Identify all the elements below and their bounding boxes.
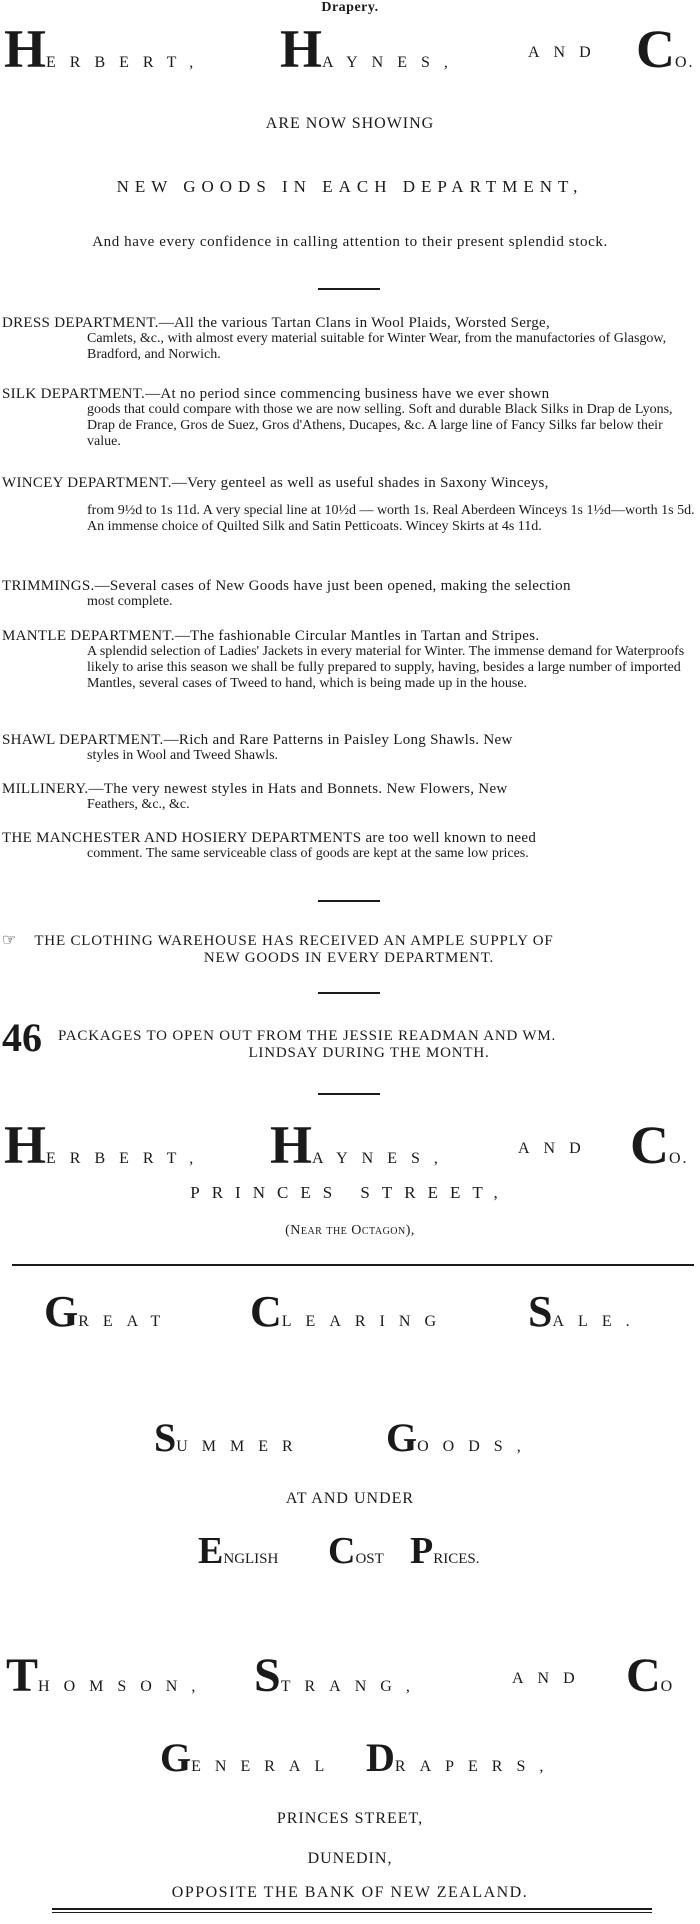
sale-initial-g: G xyxy=(44,1287,79,1336)
cost-word-english: NGLISH xyxy=(223,1551,279,1567)
dept-mantle xyxy=(2,628,696,692)
divider xyxy=(318,1093,380,1095)
dept-body: Camlets, &c., with almost every material suitable for Winter Wear, from the manufactories of Glasgow, Bradford, and Norwich. xyxy=(87,331,667,362)
firm-word-and: AND xyxy=(518,1140,595,1157)
summer-initial-g: G xyxy=(386,1415,418,1460)
firm-word-strang: TRANG, xyxy=(280,1678,424,1695)
packages-line-2: LINDSAY DURING THE MONTH. xyxy=(248,1045,490,1061)
section-heading: Drapery. xyxy=(321,0,379,15)
new-goods-heading: NEW GOODS IN EACH DEPARTMENT, xyxy=(116,177,584,196)
dept-body: most complete. xyxy=(87,594,173,609)
dept-lead: DRESS DEPARTMENT.—All the various Tartan Clans in Wool Plaids, Worsted Serge, xyxy=(2,315,551,331)
cost-initial-e: E xyxy=(198,1530,224,1572)
firm-initial-h2: H xyxy=(280,19,323,79)
summer-initial-s: S xyxy=(154,1415,177,1460)
cost-word-prices: RICES. xyxy=(433,1551,480,1567)
firm-word-co: O xyxy=(660,1678,675,1695)
ad2-opposite: OPPOSITE THE BANK OF NEW ZEALAND. xyxy=(171,1884,529,1901)
cost-initial-p: P xyxy=(410,1530,434,1572)
dept-trimmings xyxy=(2,578,696,610)
sale-word-clearing: LEARING xyxy=(281,1313,450,1330)
firm-initial-s: S xyxy=(254,1649,281,1702)
firm-word-thomson: HOMSON, xyxy=(38,1678,210,1695)
firm-initial-h2: H xyxy=(270,1115,313,1175)
firm-initial-c: C xyxy=(636,19,675,79)
dept-body: from 9½d to 1s 11d. A very special line at 10½d — worth 1s. Real Aberdeen Winceys 1s 1½d—worth 1s 5d. An immense choice of Quilted Silk and Satin Petticoats. Wincey Skirts at 4s 11d. xyxy=(87,503,695,534)
dept-shawl xyxy=(2,732,696,764)
dept-silk xyxy=(2,386,696,450)
firm-initial-h1: H xyxy=(4,19,47,79)
now-showing: ARE NOW SHOWING xyxy=(265,115,435,132)
summer-word-goods: OODS, xyxy=(417,1438,535,1455)
address-near: (Near the Octagon), xyxy=(285,1223,415,1238)
dept-body: Feathers, &c., &c. xyxy=(87,797,190,812)
sale-word-sale: ALE. xyxy=(552,1313,644,1330)
clothing-line-1: THE CLOTHING WAREHOUSE HAS RECEIVED AN AMPLE SUPPLY OF xyxy=(34,933,554,949)
dept-body: A splendid selection of Ladies' Jackets in every material for Winter. The immense demand for Waterproofs likely to arise this season we shall be fully prepared to supply, having, besides a large number of imported Mantles, several cases of Tweed to hand, which is being made up in the house. xyxy=(87,644,685,691)
confidence-line: And have every confidence in calling attention to their present splendid stock. xyxy=(92,234,608,250)
firm-word-co: O. xyxy=(675,54,695,71)
dept-lead: TRIMMINGS.—Several cases of New Goods have just been opened, making the selection xyxy=(2,578,571,594)
drapers-initial-d: D xyxy=(366,1735,395,1780)
dept-wincey xyxy=(2,475,696,535)
packages-line-1: PACKAGES TO OPEN OUT FROM THE JESSIE READMAN AND WM. xyxy=(58,1028,557,1044)
dept-lead: MANTLE DEPARTMENT.—The fashionable Circular Mantles in Tartan and Stripes. xyxy=(2,628,540,644)
clothing-line-2: NEW GOODS IN EVERY DEPARTMENT. xyxy=(203,950,495,966)
firm-initial-c: C xyxy=(626,1649,661,1702)
sale-initial-s: S xyxy=(528,1287,553,1336)
dept-lead: THE MANCHESTER AND HOSIERY DEPARTMENTS are too well known to need xyxy=(2,830,537,846)
ad2-street: PRINCES STREET, xyxy=(276,1810,424,1827)
cost-word-cost: OST xyxy=(355,1551,384,1567)
summer-word-summer: UMMER xyxy=(176,1438,307,1455)
firm-initial-c: C xyxy=(630,1115,669,1175)
dept-lead: WINCEY DEPARTMENT.—Very genteel as well as useful shades in Saxony Winceys, xyxy=(2,475,549,491)
firm-word-and: AND xyxy=(528,44,605,61)
sale-word-great: REAT xyxy=(78,1313,175,1330)
address-street: PRINCES STREET, xyxy=(190,1183,510,1202)
bottom-rule-thin xyxy=(52,1912,652,1913)
dept-body: goods that could compare with those we are now selling. Soft and durable Black Silks in Drap de Lyons, Drap de France, Gros de Suez, Gros d'Athens, Ducapes, &c. A large line of Fancy Silks far below their value. xyxy=(87,402,673,449)
firm-word-haynes: AYNES, xyxy=(312,1150,452,1167)
bottom-rule xyxy=(52,1908,652,1910)
firm-word-herbert: ERBERT, xyxy=(46,1150,208,1167)
dept-millinery xyxy=(2,781,696,813)
divider xyxy=(318,288,380,290)
dept-lead: SHAWL DEPARTMENT.—Rich and Rare Patterns in Paisley Long Shawls. New xyxy=(2,732,513,748)
dept-dress xyxy=(2,315,696,363)
clothing-notice xyxy=(2,930,696,967)
cost-initial-c: C xyxy=(328,1530,356,1572)
ad2-city: DUNEDIN, xyxy=(307,1850,393,1867)
dept-body: comment. The same serviceable class of goods are kept at the same low prices. xyxy=(87,846,529,861)
dept-body: styles in Wool and Tweed Shawls. xyxy=(87,748,279,763)
divider xyxy=(318,992,380,994)
drapers-word-drapers: RAPERS, xyxy=(394,1758,558,1775)
ad-separator xyxy=(12,1264,694,1266)
packages-number: 46 xyxy=(2,1015,42,1060)
packages-notice xyxy=(2,1015,696,1062)
dept-lead: SILK DEPARTMENT.—At no period since commencing business have we ever shown xyxy=(2,386,550,402)
drapers-initial-g: G xyxy=(160,1735,192,1780)
firm-word-haynes: AYNES, xyxy=(322,54,462,71)
at-and-under: AT AND UNDER xyxy=(285,1490,415,1507)
firm-word-and: AND xyxy=(512,1670,589,1687)
firm-initial-h1: H xyxy=(4,1115,47,1175)
firm-word-co: O. xyxy=(669,1150,689,1167)
drapers-word-general: ENERAL xyxy=(191,1758,339,1775)
dept-lead: MILLINERY.—The very newest styles in Hats and Bonnets. New Flowers, New xyxy=(2,781,508,797)
firm-initial-t: T xyxy=(6,1649,39,1702)
dept-manchester xyxy=(2,830,696,862)
pointing-hand-icon: ☞ xyxy=(2,932,17,949)
sale-initial-c: C xyxy=(250,1287,282,1336)
firm-word-herbert: ERBERT, xyxy=(46,54,208,71)
divider xyxy=(318,900,380,902)
